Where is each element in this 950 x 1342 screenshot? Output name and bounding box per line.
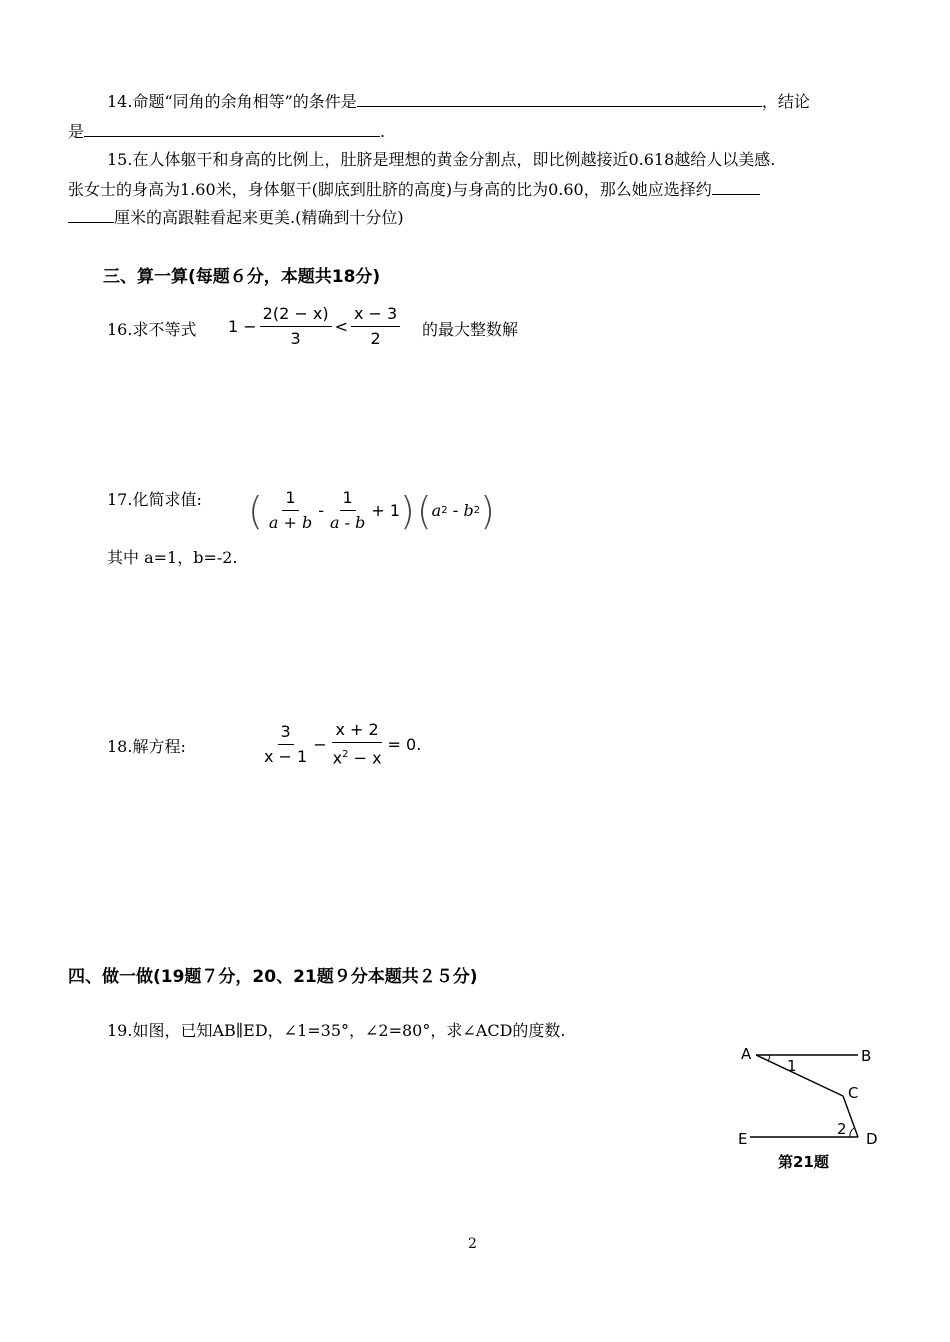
q18-num2: x + 2 [332, 720, 381, 743]
q16-den1: 3 [290, 329, 301, 348]
q17-frac2-num: 1 [340, 488, 356, 511]
q18-num1: 3 [278, 722, 294, 745]
q15-blank-part2[interactable] [68, 208, 114, 223]
q17-b: b [463, 501, 474, 520]
q17-plus-one: + 1 [371, 501, 400, 520]
q18-den1: x − 1 [264, 746, 308, 766]
label-angle1: 1 [787, 1057, 797, 1075]
q19-text: 19.如图，已知AB∥ED，∠1=35°，∠2=80°，求∠ACD的度数. [107, 1021, 566, 1040]
page-number: 2 [468, 1236, 477, 1252]
q14-line2 [68, 122, 385, 142]
q17-condition: 其中 a=1，b=-2. [107, 548, 238, 567]
q17-frac1-num: 1 [282, 488, 298, 511]
q18-equals: = 0. [387, 734, 422, 754]
q18-den2-exp: 2 [342, 749, 349, 760]
label-D: D [866, 1130, 878, 1148]
q14-condition-prompt: 14.命题“同角的余角相等”的条件是 [107, 92, 357, 111]
q16-suffix: 的最大整数解 [422, 320, 519, 339]
label-C: C [848, 1084, 859, 1102]
q17-left-paren: ( [248, 488, 263, 533]
section3-heading: 三、算一算(每题６分，本题共18分) [103, 267, 381, 287]
q17-prefix: 17.化简求值: [107, 490, 202, 509]
section4-heading: 四、做一做(19题７分，20、21题９分本题共２５分) [68, 967, 478, 987]
q17-right-paren: ) [400, 488, 415, 533]
q17-frac1-den: a + b [268, 513, 313, 532]
label-A: A [741, 1045, 752, 1063]
q17-a-exp: 2 [441, 505, 448, 516]
q17-frac2-den: a - b [329, 513, 366, 532]
angle2-arc [850, 1128, 854, 1137]
q16-fraction-left [260, 304, 332, 349]
q15-line3-text: 厘米的高跟鞋看起来更美.(精确到十分位) [114, 208, 404, 227]
q18-fraction-1 [261, 722, 310, 767]
q16-one: 1 − [228, 317, 257, 336]
q14-condition-blank[interactable] [357, 92, 762, 107]
q17-fraction-2 [327, 488, 368, 533]
angle1-arc [768, 1055, 770, 1061]
q14-line2-start: 是 [68, 122, 85, 141]
q14-conclusion-prompt: ，结论 [761, 92, 810, 111]
q15-line1: 15.在人体躯干和身高的比例上，肚脐是理想的黄金分割点，即比例越接近0.618越给人以美感. [107, 150, 776, 169]
q16-inequality [228, 304, 403, 349]
q16-less-than: < [334, 317, 348, 336]
q17-minus2: - [447, 501, 464, 520]
q16-den2: 2 [370, 329, 381, 348]
q17-paren2-close: ) [480, 488, 495, 533]
q14-line1 [107, 92, 810, 112]
q17-minus: - [318, 501, 324, 520]
q15-blank-part1[interactable] [712, 180, 760, 195]
q18-den2-rest: − x [348, 748, 382, 768]
q14-line2-end: . [380, 122, 386, 141]
label-E: E [738, 1130, 748, 1148]
q15-line2-text: 张女士的身高为1.60米，身体躯干(脚底到肚脐的高度)与身高的比为0.60，那么她应选择约 [68, 180, 712, 199]
q18-minus: − [313, 734, 327, 754]
q18-equation [258, 720, 421, 768]
q17-fraction-1 [266, 488, 315, 533]
figure-caption: 第21题 [778, 1153, 829, 1171]
q18-den2-x: x [332, 748, 343, 768]
label-angle2: 2 [837, 1120, 847, 1138]
q18-fraction-2 [330, 720, 385, 768]
q15-line3 [68, 208, 404, 228]
q18-prefix: 18.解方程: [107, 737, 186, 756]
line-AC [756, 1055, 843, 1096]
label-B: B [861, 1047, 872, 1065]
q16-num2: x − 3 [351, 304, 400, 327]
q16-num1: 2(2 − x) [260, 304, 332, 327]
q15-line2 [68, 180, 760, 200]
q18-den2 [330, 743, 385, 768]
q17-expression [248, 488, 495, 533]
q17-a: a [431, 501, 442, 520]
q16-prefix: 16.求不等式 [107, 320, 197, 339]
q17-paren2-open: ( [416, 488, 432, 533]
geometry-figure [730, 1040, 890, 1175]
q16-fraction-right [351, 304, 400, 349]
q14-conclusion-blank[interactable] [84, 122, 380, 137]
q17-b-exp: 2 [473, 505, 481, 516]
